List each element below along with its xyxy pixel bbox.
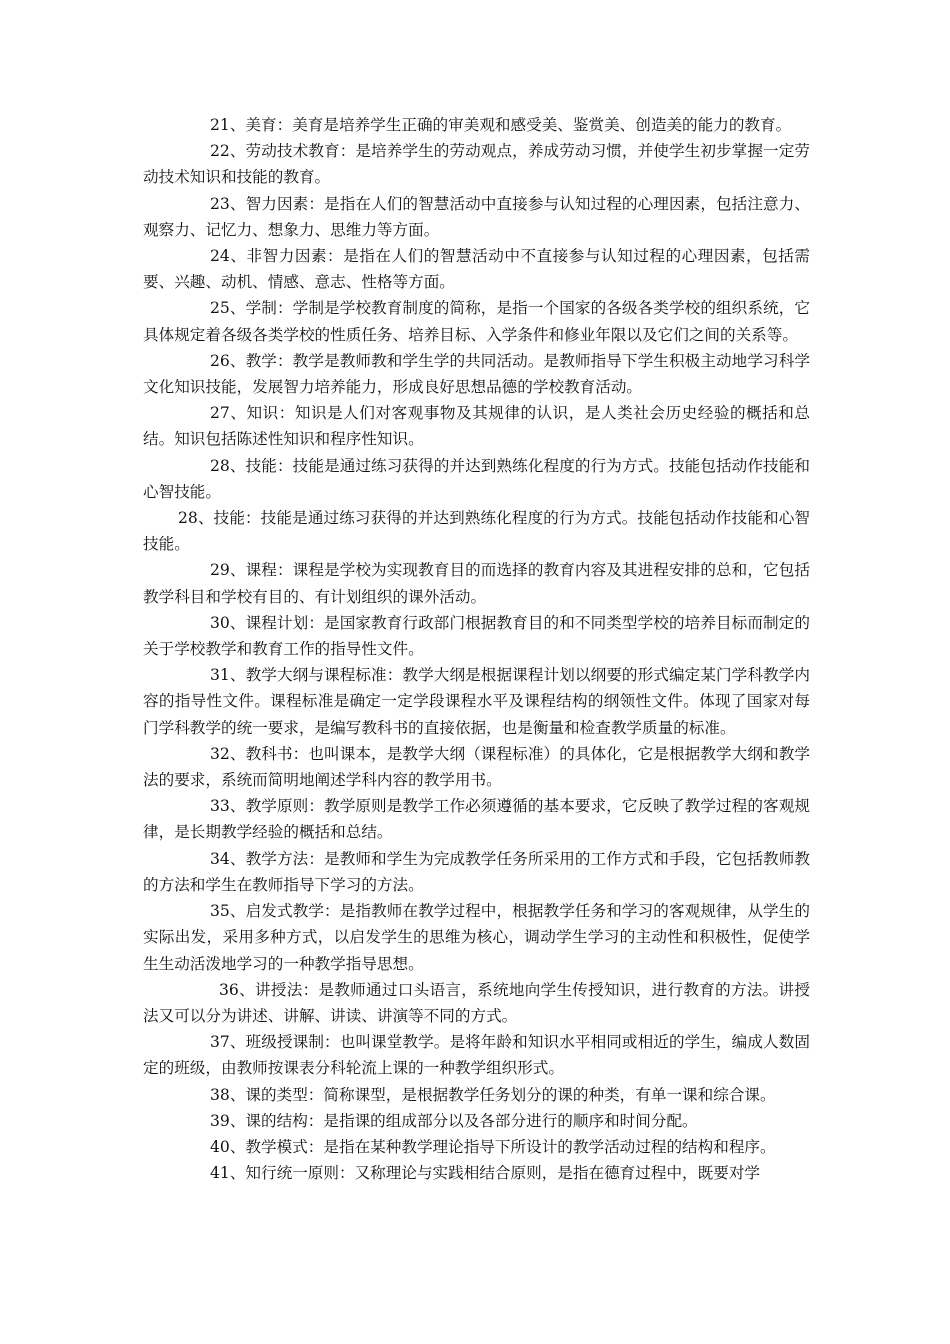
paragraph-26: 26、教学：教学是教师教和学生学的共同活动。是教师指导下学生积极主动地学习科学文化知识技能，发展智力培养能力，形成良好思想品德的学校教育活动。 xyxy=(143,351,810,397)
paragraph-21: 21、美育：美育是培养学生正确的审美观和感受美、鉴赏美、创造美的能力的教育。 xyxy=(210,116,792,134)
paragraph-25: 25、学制：学制是学校教育制度的简称，是指一个国家的各级各类学校的组织系统，它具体规定着各级各类学校的性质任务、培养目标、入学条件和修业年限以及它们之间的关系等。 xyxy=(143,299,810,344)
paragraph-24: 24、非智力因素：是指在人们的智慧活动中不直接参与认知过程的心理因素，包括需要、兴趣、动机、情感、意志、性格等方面。 xyxy=(143,247,810,292)
paragraph-39: 39、课的结构：是指课的组成部分以及各部分进行的顺序和时间分配。 xyxy=(210,1111,698,1130)
paragraph-34: 34、教学方法：是教师和学生为完成教学任务所采用的工作方式和手段，它包括教师教的方法和学生在教师指导下学习的方法。 xyxy=(143,849,810,894)
paragraph-32: 32、教科书：也叫课本，是教学大纲（课程标准）的具体化，它是根据教学大纲和教学法的要求，系统而简明地阐述学科内容的教学用书。 xyxy=(143,744,810,790)
paragraph-30: 30、课程计划：是国家教育行政部门根据教育目的和不同类型学校的培养目标而制定的关于学校教学和教育工作的指导性文件。 xyxy=(143,613,810,659)
paragraph-40: 40、教学模式：是指在某种教学理论指导下所设计的教学活动过程的结构和程序。 xyxy=(210,1137,776,1156)
paragraph-28: 28、技能：技能是通过练习获得的并达到熟练化程度的行为方式。技能包括动作技能和心智技能。 xyxy=(143,456,810,501)
paragraph-22: 22、劳动技术教育：是培养学生的劳动观点，养成劳动习惯，并使学生初步掌握一定劳动技术知识和技能的教育。 xyxy=(143,142,810,187)
paragraph-35: 35、启发式教学：是指教师在教学过程中，根据教学任务和学习的客观规律，从学生的实际出发，采用多种方式，以启发学生的思维为核心，调动学生学习的主动性和积极性，促使学生生动活泼地学习的一种教学指导思想。 xyxy=(143,902,810,973)
paragraph-28-duplicate: 28、技能：技能是通过练习获得的并达到熟练化程度的行为方式。技能包括动作技能和心智技能。 xyxy=(143,509,810,554)
paragraph-36: 36、讲授法：是教师通过口头语言，系统地向学生传授知识，进行教育的方法。讲授法又可以分为讲述、讲解、讲读、讲演等不同的方式。 xyxy=(143,980,810,1025)
paragraph-23: 23、智力因素：是指在人们的智慧活动中直接参与认知过程的心理因素，包括注意力、观察力、记忆力、想象力、思维力等方面。 xyxy=(143,194,810,239)
paragraph-29: 29、课程：课程是学校为实现教育目的而选择的教育内容及其进程安排的总和，它包括教学科目和学校有目的、有计划组织的课外活动。 xyxy=(143,561,810,606)
paragraph-27: 27、知识：知识是人们对客观事物及其规律的认识，是人类社会历史经验的概括和总结。知识包括陈述性知识和程序性知识。 xyxy=(143,404,810,449)
paragraph-38: 38、课的类型：简称课型，是根据教学任务划分的课的种类，有单一课和综合课。 xyxy=(210,1085,776,1104)
paragraph-33: 33、教学原则：教学原则是教学工作必须遵循的基本要求，它反映了教学过程的客观规律，是长期教学经验的概括和总结。 xyxy=(143,797,810,842)
paragraph-41: 41、知行统一原则：又称理论与实践相结合原则，是指在德育过程中，既要对学 xyxy=(210,1164,761,1183)
paragraph-31: 31、教学大纲与课程标准：教学大纲是根据课程计划以纲要的形式编定某门学科教学内容的指导性文件。课程标准是确定一定学段课程水平及课程结构的纲领性文件。体现了国家对每门学科教学的统一要求，是编写教科书的直接依据，也是衡量和检查教学质量的标准。 xyxy=(143,666,810,737)
paragraph-37: 37、班级授课制：也叫课堂教学。是将年龄和知识水平相同或相近的学生，编成人数固定的班级，由教师按课表分科轮流上课的一种教学组织形式。 xyxy=(143,1033,810,1078)
document-page xyxy=(143,112,810,1186)
